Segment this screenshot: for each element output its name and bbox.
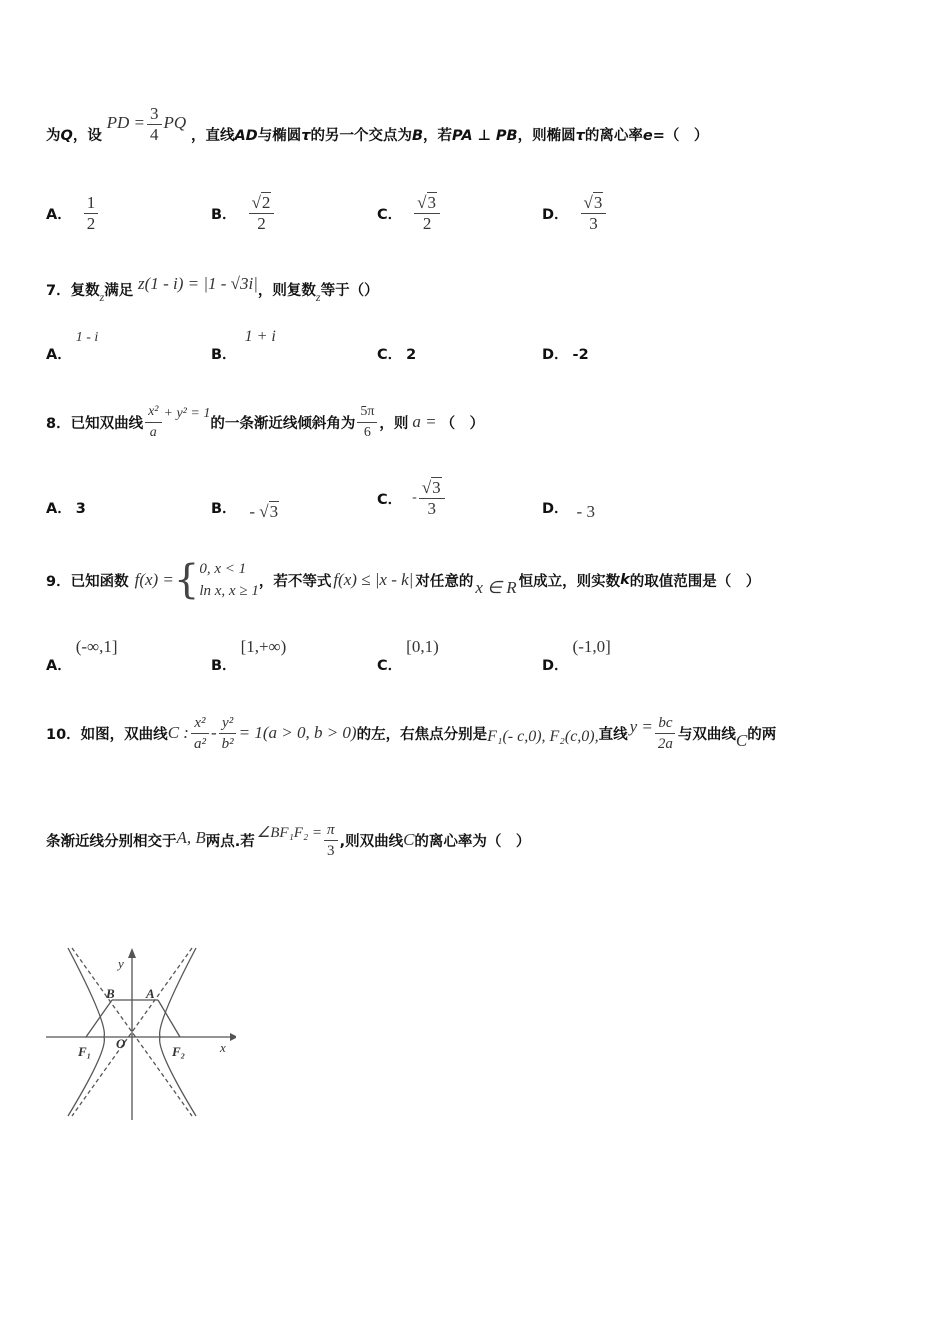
q10-minus: - [210, 723, 217, 742]
q9-option-c [377, 636, 439, 674]
q6-tau2: τ [575, 128, 585, 144]
q9-stem [46, 552, 760, 608]
q9-option-b [211, 636, 287, 674]
y-label: y [118, 956, 124, 971]
q6-ad: AD [234, 128, 258, 144]
q8-text3: （ ） [440, 415, 485, 432]
q7-stem [46, 272, 379, 308]
frac-den: 2 [422, 213, 432, 233]
frac-num: √3 [581, 193, 607, 214]
option-label: D． [542, 206, 569, 223]
frac-den: b² [221, 735, 234, 752]
q8-frac [145, 402, 161, 443]
q7-text3: 等于（） [320, 283, 379, 299]
option-value: 1 - i [75, 330, 99, 345]
q9-fx: f(x) = [134, 570, 174, 589]
q9-case1: 0, x < 1 [199, 561, 247, 577]
option-label: C． [377, 206, 403, 223]
hyperbola-figure [46, 944, 236, 1120]
q6-e: e [642, 128, 653, 144]
q10-c3: C [403, 830, 415, 849]
radicand: 3 [427, 192, 436, 212]
y-axis-arrow [128, 948, 136, 958]
option-label: D． [542, 347, 569, 363]
frac-den: 6 [363, 424, 371, 440]
q8-number: 8．已知双曲线 [46, 415, 144, 432]
q10-line2b: 两点.若 [205, 833, 255, 850]
option-value: - 3 [576, 502, 595, 521]
q9-cases [199, 558, 258, 602]
q7-option-b [211, 325, 276, 363]
right-branch [160, 948, 196, 1116]
point-b-label: B [106, 986, 115, 1001]
option-label: A． [46, 658, 72, 674]
left-branch [68, 948, 104, 1116]
q6-option-d [542, 185, 608, 241]
q7-z2: z [315, 290, 321, 304]
q9-ineq: f(x) ≤ |x - k| [333, 570, 414, 589]
q10-angle-frac [324, 820, 338, 861]
x-label: x [220, 1040, 226, 1055]
frac-num: √3 [414, 193, 440, 214]
origin-label: O [116, 1036, 126, 1051]
q6-rest6: 的离心率 [584, 128, 643, 144]
q10-line-lhs: y = [629, 717, 653, 736]
q6-option-b-frac [249, 193, 275, 234]
radicand: 2 [261, 192, 271, 212]
frac-num: y² [219, 713, 236, 734]
q6-option-c [377, 185, 442, 241]
option-label: C． [377, 491, 403, 508]
q9-brace: { [173, 557, 200, 603]
q10-line2a: 条渐近线分别相交于 [46, 833, 177, 850]
q8-option-c [377, 470, 447, 526]
frac-den: 2a [657, 735, 673, 752]
q6-frac [147, 104, 162, 145]
q6-tau: τ [301, 128, 311, 144]
frac-den: a² [193, 735, 206, 752]
radicand: 3 [593, 192, 603, 212]
q9-domain: x ∈ R [475, 578, 517, 597]
q10-frac1 [191, 713, 209, 754]
q9-text4: 的取值范围是（ ） [629, 573, 761, 590]
q6-formula [106, 103, 187, 144]
q6-frac-num: 3 [147, 104, 162, 125]
q9-k: k [620, 572, 630, 588]
frac-num: 1 [84, 193, 99, 214]
q10-c2: C [735, 731, 748, 750]
q10-line-frac [655, 713, 676, 754]
q7-text1: 满足 [104, 283, 134, 299]
q10-text4: 的两 [747, 726, 777, 743]
q6-bpt: B [411, 128, 424, 144]
option-label: C． [377, 658, 403, 674]
frac-den: 3 [589, 213, 598, 233]
frac-den: 3 [327, 842, 335, 859]
q9-option-d [542, 636, 611, 674]
q6-option-b [211, 185, 276, 241]
q6-option-a-frac [84, 193, 99, 234]
q10-text2: 直线 [598, 726, 628, 743]
option-value [419, 478, 445, 519]
q6-frac-den: 4 [150, 124, 159, 144]
radicand: 3 [432, 477, 441, 497]
q6-formula-rhs: PQ [163, 113, 187, 132]
focus-f1-label: F₁ [78, 1044, 92, 1059]
option-label: A． [46, 501, 72, 517]
option-label: A． [46, 206, 72, 223]
q8-formula: + y² = 1 [163, 406, 211, 421]
x-axis-arrow [230, 1033, 236, 1041]
point-a-label: A [146, 986, 155, 1001]
option-value: [0,1) [406, 637, 439, 656]
option-value: -2 [572, 347, 589, 363]
q9-text3: 恒成立，则实数 [518, 573, 621, 590]
q6-rest5: ，则椭圆 [517, 128, 576, 144]
hyperbola-diagram [46, 944, 236, 1120]
q6-rest3: 的另一个交点为 [310, 128, 412, 144]
q8-angle [357, 402, 377, 443]
q10-stem-line2 [46, 812, 530, 868]
q9-case2: ln x, x ≥ 1 [199, 583, 259, 599]
q10-cond: = 1(a > 0, b > 0) [238, 723, 357, 742]
q10-line2c: ,则双曲线 [339, 833, 404, 850]
q6-rest7: =（ ） [652, 128, 709, 144]
q10-text1: 的左，右焦点分别是 [356, 726, 488, 743]
q7-option-c [377, 343, 416, 364]
frac-num: bc [655, 713, 675, 734]
q6-rest2: 与椭圆 [257, 128, 302, 144]
option-label: B． [211, 658, 237, 674]
segment-af2 [158, 1000, 180, 1037]
q8-option-a [46, 497, 86, 518]
q8-var: a = [412, 412, 437, 431]
q9-number: 9．已知函数 [46, 573, 129, 590]
frac-den: a [149, 424, 157, 440]
q6-set: ，设 [72, 128, 102, 144]
frac-num: x² [191, 713, 208, 734]
q10-stem-line1 [46, 705, 776, 761]
q10-foci: F₁(- c,0), F₂(c,0), [487, 728, 599, 745]
frac-den: 2 [257, 213, 266, 233]
q6-rest1: ，直线 [190, 128, 235, 144]
option-label: D． [542, 501, 569, 517]
q7-option-d [542, 343, 589, 364]
q9-text1: ，若不等式 [258, 573, 332, 590]
q8-text1: 的一条渐近线倾斜角为 [210, 415, 356, 432]
q8-stem [46, 392, 484, 452]
frac-num: π [324, 820, 338, 841]
option-label: B． [211, 501, 237, 517]
option-label: D． [542, 658, 569, 674]
q6-option-a [46, 185, 100, 241]
option-value: 1 + i [244, 328, 276, 345]
q8-option-b [211, 497, 279, 521]
q7-z: z [99, 290, 105, 304]
option-value: 3 [75, 501, 86, 517]
q7-number: 7．复数 [46, 283, 100, 299]
sign: - [249, 502, 256, 521]
q10-c: C : [167, 723, 189, 742]
option-value: 2 [406, 347, 417, 363]
q6-q: Q [60, 128, 73, 144]
option-value: (-1,0] [572, 637, 611, 656]
option-label: C． [377, 347, 403, 363]
q10-ab: A, B [176, 828, 206, 847]
option-value: (-∞,1] [75, 637, 118, 656]
option-label: B． [211, 206, 237, 223]
focus-f2-label: F₂ [172, 1044, 186, 1059]
q6-option-d-frac [581, 193, 607, 234]
q8-text2: ，则 [379, 415, 409, 432]
q6-formula-lhs: PD = [106, 113, 145, 132]
q7-formula: z(1 - i) = |1 - √3i| [138, 274, 258, 293]
q10-frac2 [219, 713, 237, 754]
frac-num: √2 [249, 193, 275, 214]
q10-angle: ∠BF₁F₂ = [256, 824, 323, 841]
frac-num: 5π [357, 402, 377, 423]
segment-f1b [86, 1000, 112, 1037]
q6-rest4: ，若 [423, 128, 453, 144]
frac-num: x² [145, 402, 161, 423]
frac-num: √3 [419, 478, 445, 499]
q10-line2d: 的离心率为（ ） [414, 833, 531, 850]
option-value: - √3 [249, 502, 279, 521]
q6-stem [46, 100, 708, 170]
frac-den: 3 [427, 498, 436, 518]
q10-number: 10．如图，双曲线 [46, 726, 168, 743]
q7-text2: ，则复数 [257, 283, 316, 299]
q10-text3: 与双曲线 [677, 726, 736, 743]
q6-perp: PA ⊥ PB [452, 128, 518, 144]
frac-den: 2 [86, 213, 96, 233]
sign: - [412, 490, 417, 505]
option-label: A． [46, 347, 72, 363]
q6-lead: 为 [46, 128, 61, 144]
radicand: 3 [269, 502, 279, 521]
q6-option-c-frac [414, 193, 440, 234]
option-label: B． [211, 347, 237, 363]
q7-option-a [46, 325, 99, 363]
q8-option-d [542, 497, 595, 521]
option-value: [1,+∞) [240, 637, 287, 656]
q9-option-a [46, 636, 118, 674]
q9-text2: 对任意的 [415, 573, 474, 590]
